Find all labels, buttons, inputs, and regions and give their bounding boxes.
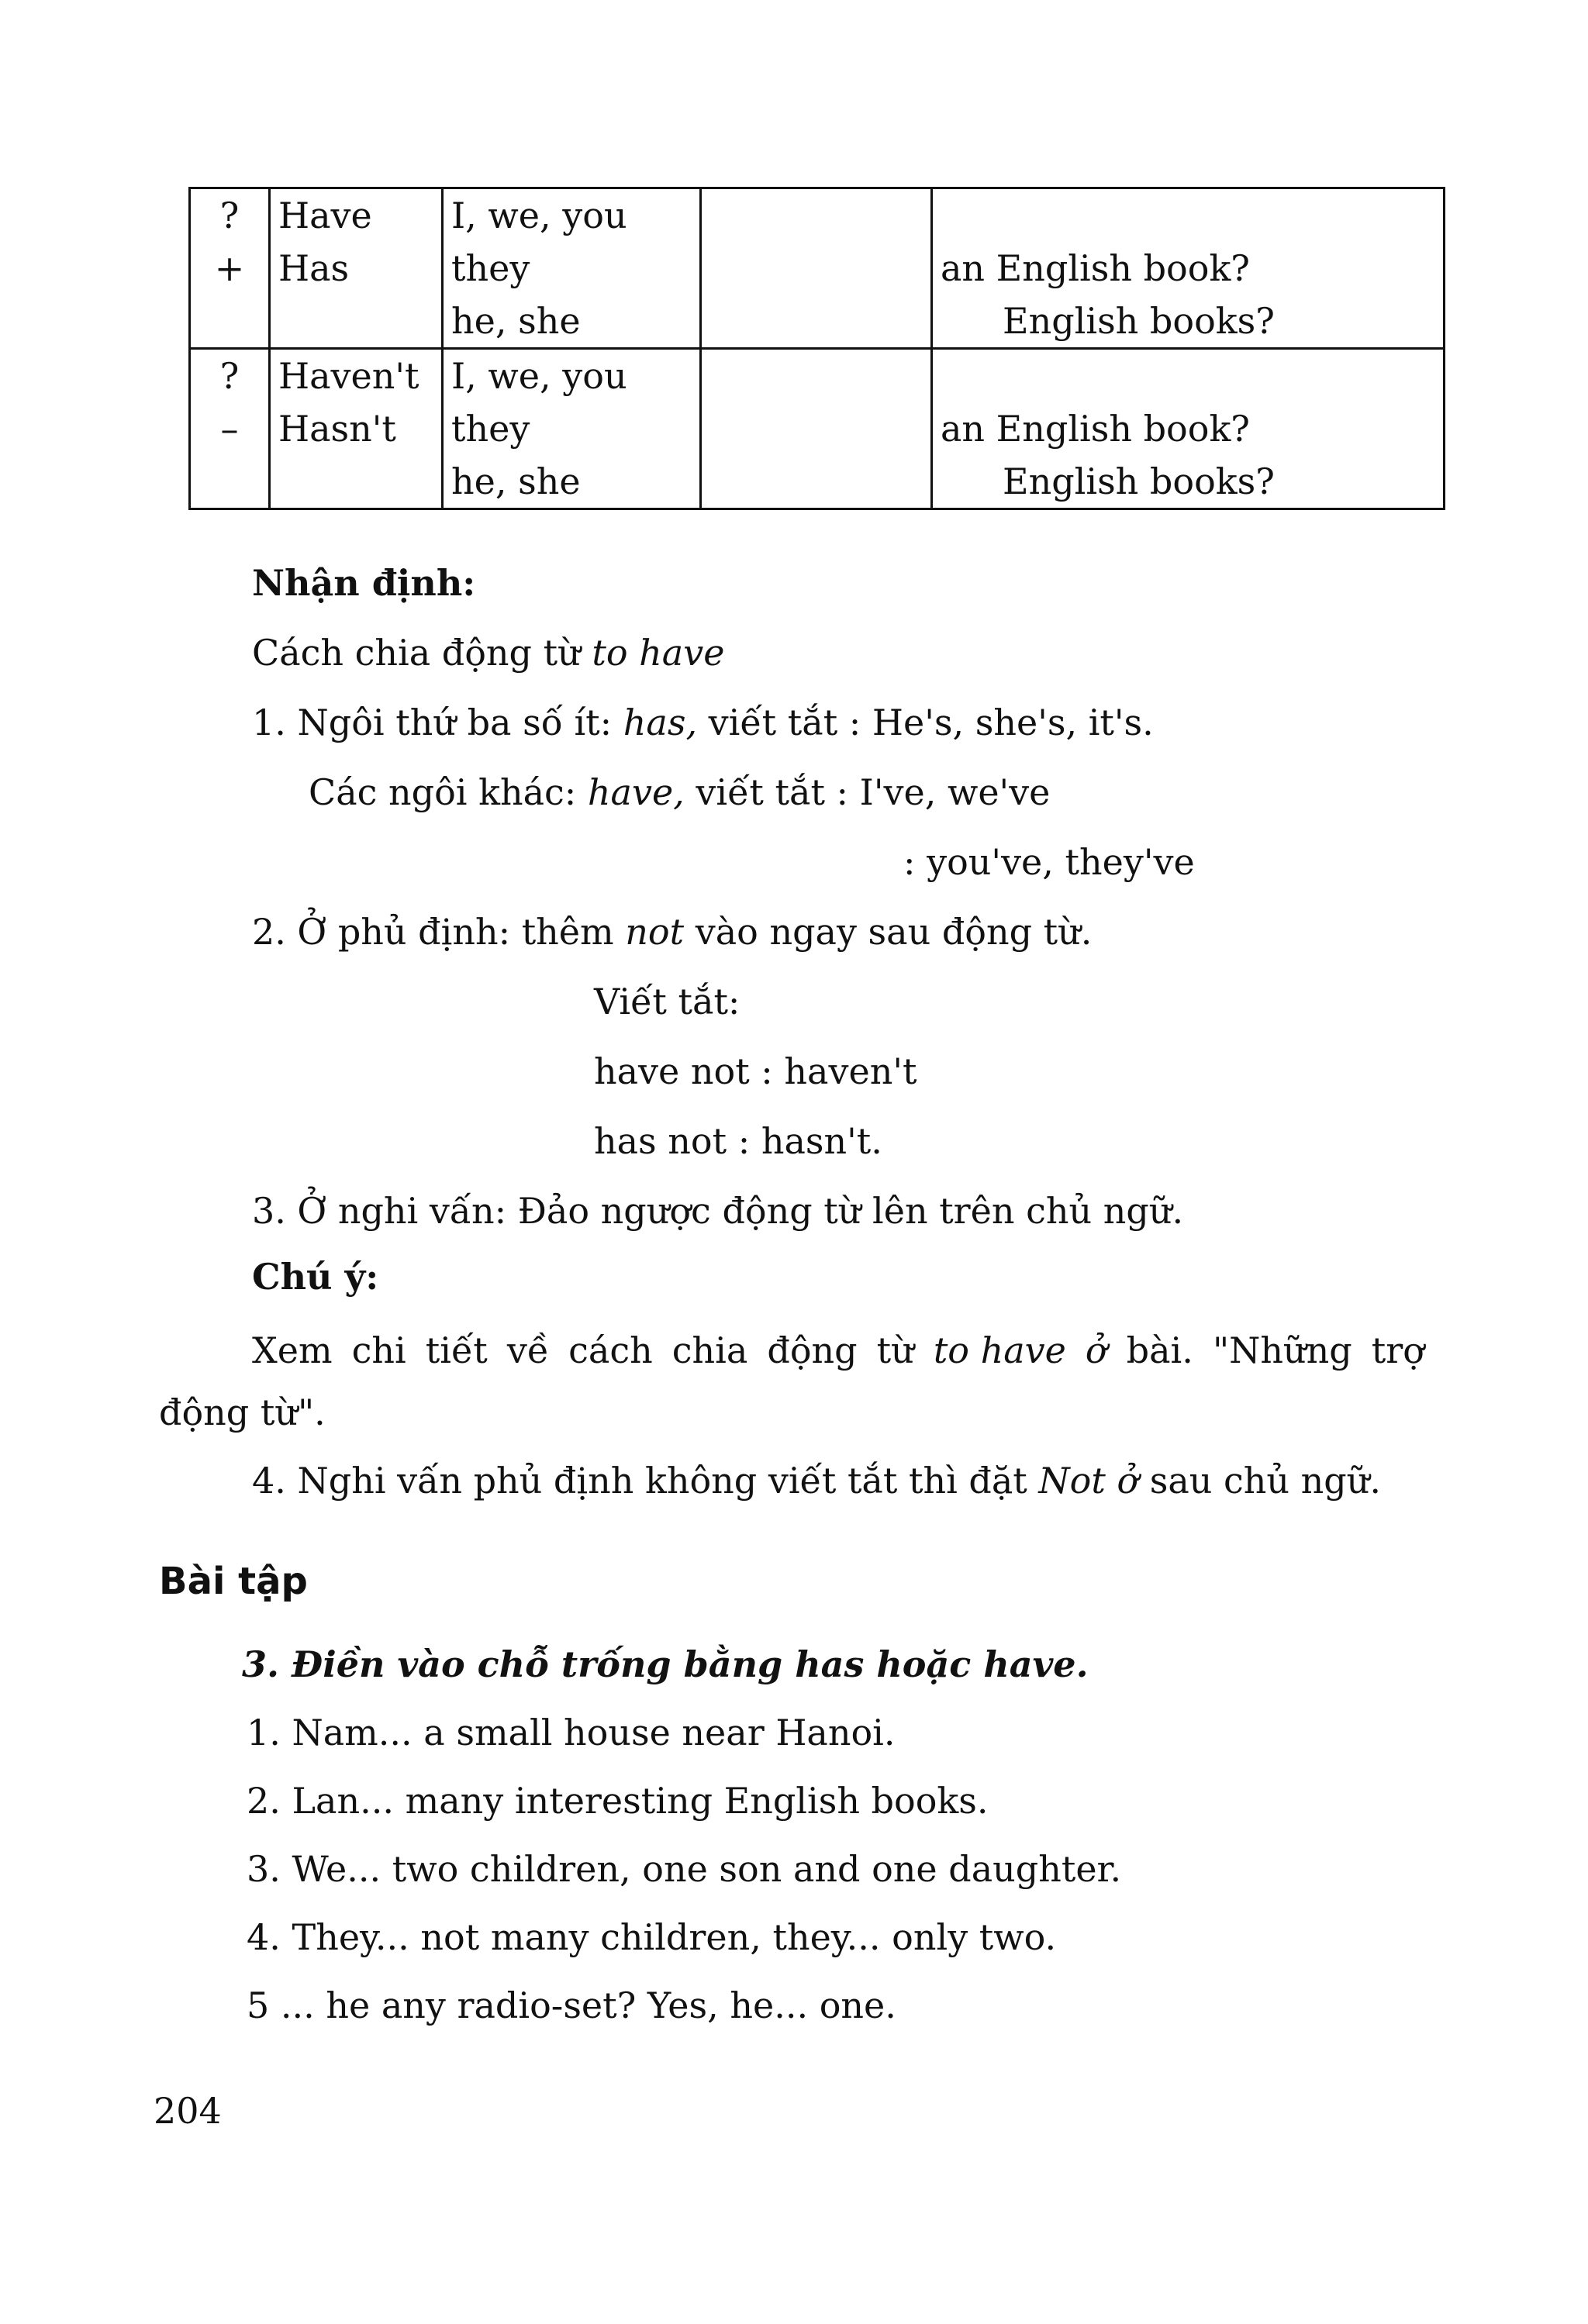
exercise-item: 4. They... not many children, they... only two. (247, 1916, 1057, 1958)
observation-intro: Cách chia động từ to have (252, 632, 725, 674)
observation-item-2: 2. Ở phủ định: thêm not vào ngay sau động từ. (252, 911, 1093, 953)
note-line-1: Xem chi tiết về cách chia động từ to have ở bài. "Những trợ (252, 1329, 1424, 1371)
sign-cell: ? + (190, 188, 270, 349)
abbreviation-has-not: has not : hasn't. (594, 1120, 882, 1162)
observation-item-1c: : you've, they've (903, 841, 1195, 883)
observation-item-3: 3. Ở nghi vấn: Đảo ngược động từ lên trên chủ ngữ. (252, 1190, 1184, 1232)
verb-cell: Haven't Hasn't (270, 349, 443, 509)
observation-heading: Nhận định: (252, 562, 476, 604)
object-cell: an English book? English books? (932, 188, 1445, 349)
subject-cell: I, we, you they he, she (443, 349, 701, 509)
abbreviation-have-not: have not : haven't (594, 1050, 917, 1092)
exercise-item: 1. Nam... a small house near Hanoi. (247, 1712, 896, 1753)
empty-cell (701, 188, 932, 349)
exercise-item: 5 ... he any radio-set? Yes, he... one. (247, 1984, 896, 2026)
note-line-2: động từ". (159, 1391, 326, 1433)
sign-cell: ? – (190, 349, 270, 509)
note-heading: Chú ý: (252, 1256, 379, 1298)
abbreviation-label: Viết tắt: (594, 981, 740, 1022)
observation-item-1b: Các ngôi khác: have, viết tắt : I've, we've (309, 771, 1051, 813)
conjugation-table (188, 187, 1445, 510)
table-row (190, 188, 1445, 349)
observation-item-1: 1. Ngôi thứ ba số ít: has, viết tắt : He's, she's, it's. (252, 702, 1154, 743)
subject-cell: I, we, you they he, she (443, 188, 701, 349)
exercise-instruction: 3. Điền vào chỗ trống bằng has hoặc have. (242, 1643, 1089, 1685)
exercise-heading: Bài tập (159, 1560, 308, 1603)
exercise-item: 3. We... two children, one son and one daughter. (247, 1848, 1122, 1890)
note-item-4: 4. Nghi vấn phủ định không viết tắt thì đặt Not ở sau chủ ngữ. (252, 1460, 1381, 1502)
empty-cell (701, 349, 932, 509)
table-row (190, 349, 1445, 509)
verb-cell: Have Has (270, 188, 443, 349)
exercise-item: 2. Lan... many interesting English books. (247, 1780, 989, 1822)
page-number: 204 (154, 2090, 222, 2132)
object-cell: an English book? English books? (932, 349, 1445, 509)
